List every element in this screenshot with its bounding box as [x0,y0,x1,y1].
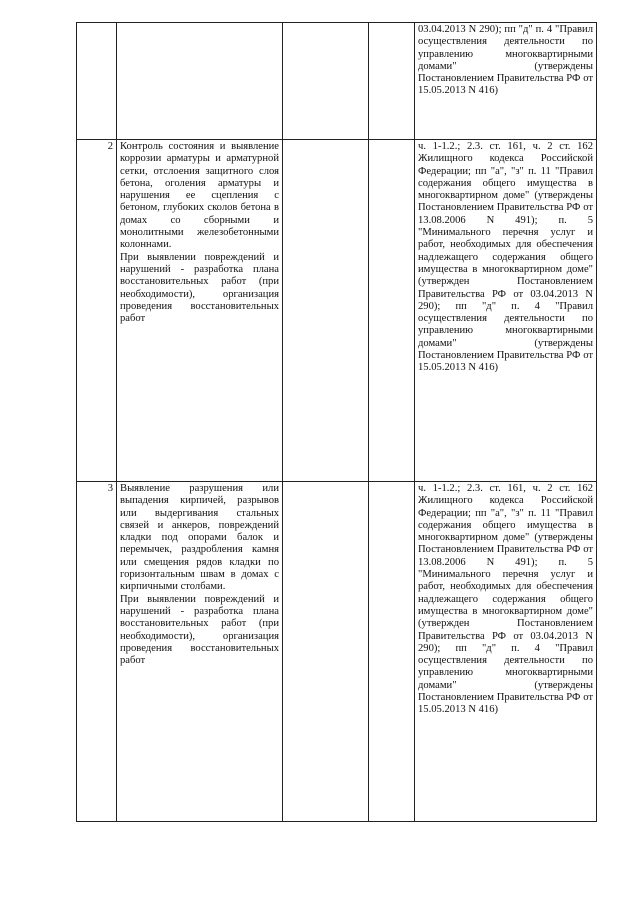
empty-cell [369,482,415,822]
row-number: 3 [77,482,117,822]
row-number [77,23,117,140]
empty-cell [283,482,369,822]
work-description: Контроль состояния и выявление коррозии арматуры и арматурной сетки, отслоения защитного слоя бетона, оголения арматуры и нарушения ее сцепления с бетоном, глубоких сколов бетона в домах со сборными и монолитными железобетонными колоннами. При выявлении повреждений и нарушений - разработка плана восстановительных работ (при необходимости), организация проведения восстановительных работ [117,140,283,482]
row-number: 2 [77,140,117,482]
table-row [77,23,597,140]
empty-cell [283,140,369,482]
legal-basis: ч. 1-1.2.; 2.3. ст. 161, ч. 2 ст. 162 Жилищного кодекса Российской Федерации; пп "а", "з" п. 11 "Правил содержания общего имущества в многоквартирном доме" (утверждены Постановлением Правительства РФ от 13.08.2006 N 491); п. 5 "Минимального перечня услуг и работ, необходимых для обеспечения надлежащего содержания общего имущества в многоквартирном доме" (утвержден Постановлением Правительства РФ от 03.04.2013 N 290); пп "д" п. 4 "Правил осуществления деятельности по управлению многоквартирными домами" (утверждены Постановлением Правительства РФ от 15.05.2013 N 416) [415,482,597,822]
empty-cell [369,140,415,482]
empty-cell [369,23,415,140]
work-description: Выявление разрушения или выпадения кирпичей, разрывов или выдергивания стальных связей и анкеров, повреждений кладки под опорами балок и перемычек, раздробления камня или смещения рядов кладки по горизонтальным швам в домах с кирпичными столбами. При выявлении повреждений и нарушений - разработка плана восстановительных работ (при необходимости), организация проведения восстановительных работ [117,482,283,822]
empty-cell [283,23,369,140]
work-description [117,23,283,140]
table-row [77,482,597,822]
legal-basis: ч. 1-1.2.; 2.3. ст. 161, ч. 2 ст. 162 Жилищного кодекса Российской Федерации; пп "а", "з" п. 11 "Правил содержания общего имущества в многоквартирном доме" (утверждены Постановлением Правительства РФ от 13.08.2006 N 491); п. 5 "Минимального перечня услуг и работ, необходимых для обеспечения надлежащего содержания общего имущества в многоквартирном доме" (утвержден Постановлением Правительства РФ от 03.04.2013 N 290); пп "д" п. 4 "Правил осуществления деятельности по управлению многоквартирными домами" (утверждены Постановлением Правительства РФ от 15.05.2013 N 416) [415,140,597,482]
table-row [77,140,597,482]
works-table [76,22,597,822]
legal-basis: 03.04.2013 N 290); пп "д" п. 4 "Правил осуществления деятельности по управлению многоквартирными домами" (утверждены Постановлением Правительства РФ от 15.05.2013 N 416) [415,23,597,140]
